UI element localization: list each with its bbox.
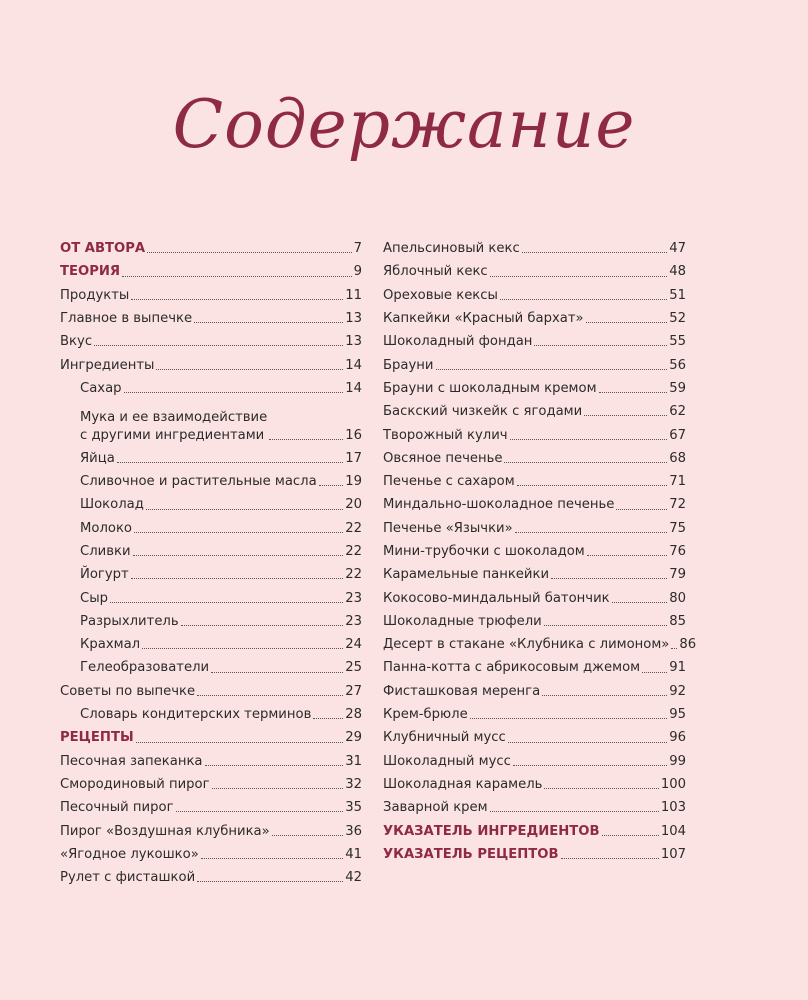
toc-entry-label: Разрыхлитель — [80, 613, 179, 629]
dot-leader — [522, 252, 668, 253]
toc-entry-label: Словарь кондитерских терминов — [80, 707, 312, 723]
toc-entry-page-number: 17 — [345, 450, 362, 466]
toc-entry-page-number: 14 — [345, 357, 362, 373]
toc-entry-page-number: 27 — [345, 683, 362, 699]
toc-entry — [60, 490, 362, 513]
toc-entry — [60, 350, 362, 373]
toc-entry — [383, 653, 686, 676]
toc-entry — [383, 374, 686, 397]
toc-entry — [383, 700, 686, 723]
toc-entry-page-number: 14 — [345, 380, 362, 396]
dot-leader — [181, 625, 344, 626]
toc-entry-page-number: 22 — [345, 544, 362, 559]
dot-leader — [490, 811, 659, 812]
dot-leader — [642, 672, 667, 673]
dot-leader — [122, 276, 352, 277]
dot-leader — [133, 555, 344, 556]
dot-leader — [587, 555, 667, 556]
toc-entry — [383, 257, 686, 280]
toc-section-entry — [383, 816, 686, 839]
dot-leader — [131, 299, 343, 300]
toc-entry-label: Йогурт — [80, 567, 129, 583]
dot-leader — [117, 462, 343, 463]
toc-entry — [383, 397, 686, 420]
toc-entry — [383, 560, 686, 583]
toc-section-entry — [383, 840, 686, 863]
dot-leader — [205, 765, 344, 766]
dot-leader — [156, 369, 343, 370]
page-title: Содержание — [172, 86, 636, 163]
toc-entry-page-number: 11 — [345, 287, 362, 303]
dot-leader — [146, 509, 343, 510]
toc-entry — [383, 677, 686, 700]
toc-entry-label: Шоколадные трюфели — [383, 613, 542, 629]
toc-entry-label: Творожный кулич — [383, 427, 508, 443]
toc-entry — [383, 304, 686, 327]
toc-entry — [383, 281, 686, 304]
toc-entry — [60, 863, 362, 886]
toc-entry-label: Апельсиновый кекс — [383, 241, 520, 257]
toc-entry-label: Карамельные панкейки — [383, 567, 550, 583]
toc-entry-label: Песочная запеканка — [60, 753, 203, 769]
dot-leader — [561, 858, 659, 859]
toc-entry — [383, 583, 686, 606]
toc-entry-label: УКАЗАТЕЛЬ РЕЦЕПТОВ — [383, 846, 559, 862]
toc-entry-page-number: 41 — [345, 846, 362, 862]
toc-entry-label: Крем-брюле — [383, 707, 468, 723]
toc-entry — [383, 467, 686, 490]
toc-entry-page-number: 20 — [345, 497, 362, 513]
dot-leader — [313, 718, 343, 719]
toc-entry — [383, 770, 686, 793]
toc-entry-page-number: 31 — [345, 753, 362, 769]
toc-entry-label: Шоколад — [80, 497, 144, 513]
toc-entry-page-number: 72 — [669, 497, 686, 513]
toc-entry-page-number: 56 — [669, 357, 686, 373]
toc-entry-label: Шоколадный фондан — [383, 334, 533, 350]
toc-entry-label: Заварной крем — [383, 800, 488, 816]
toc-entry-label: Шоколадный мусс — [383, 753, 511, 769]
toc-entry-page-number: 36 — [345, 823, 362, 839]
toc-section-entry — [60, 723, 362, 746]
dot-leader — [197, 881, 343, 882]
toc-entry-page-number: 13 — [345, 311, 362, 327]
toc-entry — [60, 653, 362, 676]
toc-entry-page-number: 86 — [679, 637, 697, 653]
toc-entry-label-line1: Мука и ее взаимодействие — [80, 410, 268, 426]
toc-entry-page-number: 68 — [669, 450, 686, 466]
toc-entry-page-number: 25 — [345, 660, 362, 676]
toc-section-entry — [60, 257, 362, 280]
toc-entry — [383, 514, 686, 537]
toc-entry — [60, 677, 362, 700]
toc-entry — [383, 723, 686, 746]
toc-entry-page-number: 80 — [669, 590, 686, 606]
toc-entry — [60, 583, 362, 606]
toc-entry-label: Брауни — [383, 357, 434, 373]
toc-entry-label: Крахмал — [80, 637, 141, 653]
toc-entry-page-number: 48 — [669, 264, 686, 280]
toc-entry-label: Молоко — [80, 520, 132, 536]
toc-entry-page-number: 47 — [669, 241, 686, 257]
toc-column-left — [60, 234, 362, 886]
toc-entry-label: Десерт в стакане «Клубника с лимоном» — [383, 637, 670, 653]
toc-entry — [60, 607, 362, 630]
toc-entry — [60, 630, 362, 653]
toc-entry-label: Яйца — [80, 450, 115, 466]
toc-entry-label: ТЕОРИЯ — [60, 264, 121, 280]
toc-entry-page-number: 51 — [669, 287, 686, 303]
toc-entry-label: РЕЦЕПТЫ — [60, 730, 134, 746]
dot-leader — [510, 439, 668, 440]
toc-entry — [60, 747, 362, 770]
dot-leader — [124, 392, 344, 393]
dot-leader — [110, 602, 343, 603]
toc-entry-page-number: 75 — [669, 520, 686, 536]
toc-entry-page-number: 42 — [345, 870, 362, 886]
toc-entry-label: Главное в выпечке — [60, 311, 193, 327]
toc-entry-page-number: 22 — [345, 520, 362, 536]
toc-section-entry — [60, 234, 362, 257]
dot-leader — [134, 532, 343, 533]
toc-entry-label: Баскский чизкейк с ягодами — [383, 404, 583, 420]
toc-entry — [60, 467, 362, 490]
toc-column-right — [383, 234, 697, 863]
toc-entry — [60, 397, 362, 444]
toc-entry-page-number: 16 — [345, 427, 362, 443]
dot-leader — [671, 648, 677, 649]
toc-entry — [383, 234, 686, 257]
dot-leader — [616, 509, 667, 510]
toc-entry-page-number: 95 — [669, 707, 686, 723]
toc-entry-page-number: 104 — [660, 823, 686, 839]
toc-entry-label: Панна-котта с абрикосовым джемом — [383, 660, 641, 676]
dot-leader — [602, 835, 659, 836]
toc-entry-label: Ингредиенты — [60, 357, 155, 373]
dot-leader — [490, 276, 668, 277]
dot-leader — [201, 858, 343, 859]
toc-entry — [60, 327, 362, 350]
toc-entry-page-number: 29 — [345, 730, 362, 746]
dot-leader — [508, 742, 667, 743]
toc-entry-page-number: 92 — [669, 683, 686, 699]
dot-leader — [586, 322, 668, 323]
toc-entry-page-number: 59 — [669, 380, 686, 396]
dot-leader — [542, 695, 667, 696]
toc-entry-page-number: 99 — [669, 753, 686, 769]
toc-entry-page-number: 107 — [660, 846, 686, 862]
toc-entry — [60, 514, 362, 537]
toc-entry-page-number: 24 — [345, 637, 362, 653]
dot-leader — [436, 369, 668, 370]
toc-entry-page-number: 96 — [669, 730, 686, 746]
toc-entry-label: Клубничный мусс — [383, 730, 506, 746]
toc-entry-page-number: 35 — [345, 800, 362, 816]
toc-entry-label — [60, 409, 267, 443]
toc-entry-page-number: 23 — [345, 590, 362, 606]
toc-entry — [60, 537, 362, 560]
toc-entry — [60, 770, 362, 793]
dot-leader — [272, 835, 344, 836]
toc-entry-label: Сливочное и растительные масла — [80, 474, 317, 490]
dot-leader — [470, 718, 668, 719]
toc-entry-label: ОТ АВТОРА — [60, 241, 146, 257]
toc-entry-label: Пирог «Воздушная клубника» — [60, 823, 270, 839]
toc-entry — [60, 444, 362, 467]
toc-entry — [383, 747, 686, 770]
toc-entry-page-number: 76 — [669, 544, 686, 559]
toc-entry-page-number: 7 — [353, 241, 362, 257]
toc-entry — [60, 560, 362, 583]
toc-entry-page-number: 23 — [345, 613, 362, 629]
toc-entry-label: Миндально-шоколадное печенье — [383, 497, 615, 513]
toc-entry-label: Смородиновый пирог — [60, 776, 210, 792]
toc-entry-label: Яблочный кекс — [383, 264, 488, 280]
toc-entry-label: Печенье «Язычки» — [383, 520, 513, 536]
toc-entry-page-number: 91 — [669, 660, 686, 676]
toc-entry-page-number: 32 — [345, 776, 362, 792]
toc-entry-label: Гелеобразователи — [80, 660, 210, 676]
toc-entry — [383, 490, 686, 513]
toc-entry — [383, 420, 686, 443]
toc-entry-page-number: 103 — [660, 800, 686, 816]
toc-entry-label: Капкейки «Красный бархат» — [383, 311, 584, 327]
dot-leader — [194, 322, 343, 323]
toc-entry-page-number: 28 — [345, 707, 362, 723]
toc-entry — [60, 700, 362, 723]
toc-entry — [383, 607, 686, 630]
toc-entry-label: Мини-трубочки с шоколадом — [383, 544, 585, 559]
dot-leader — [544, 625, 668, 626]
toc-entry-label: УКАЗАТЕЛЬ ИНГРЕДИЕНТОВ — [383, 823, 600, 839]
toc-entry-page-number: 85 — [669, 613, 686, 629]
toc-entry — [383, 630, 697, 653]
toc-entry — [60, 281, 362, 304]
toc-entry-label: Сахар — [80, 380, 122, 396]
toc-entry-page-number: 22 — [345, 567, 362, 583]
dot-leader — [504, 462, 667, 463]
dot-leader — [513, 765, 667, 766]
toc-entry — [383, 327, 686, 350]
toc-entry — [60, 793, 362, 816]
dot-leader — [176, 811, 344, 812]
toc-entry-label: Кокосово-миндальный батончик — [383, 590, 610, 606]
dot-leader — [500, 299, 667, 300]
dot-leader — [211, 672, 343, 673]
toc-entry-page-number: 71 — [669, 474, 686, 490]
dot-leader — [131, 578, 343, 579]
toc-entry — [60, 816, 362, 839]
dot-leader — [534, 345, 667, 346]
toc-entry — [60, 374, 362, 397]
toc-entry-label: Рулет с фисташкой — [60, 870, 196, 886]
toc-entry-page-number: 100 — [660, 776, 686, 792]
toc-entry-label: Шоколадная карамель — [383, 776, 543, 792]
toc-entry-label: Сливки — [80, 544, 131, 559]
dot-leader — [94, 345, 343, 346]
toc-entry-label: Песочный пирог — [60, 800, 174, 816]
dot-leader — [197, 695, 343, 696]
dot-leader — [319, 485, 344, 486]
toc-entry — [383, 444, 686, 467]
toc-entry — [60, 840, 362, 863]
toc-entry-page-number: 67 — [669, 427, 686, 443]
dot-leader — [584, 415, 667, 416]
toc-entry-label: Сыр — [80, 590, 108, 606]
toc-entry-label: Советы по выпечке — [60, 683, 196, 699]
toc-entry — [383, 537, 686, 560]
toc-entry-page-number: 62 — [669, 404, 686, 420]
toc-entry — [383, 350, 686, 373]
toc-entry-label: Продукты — [60, 287, 130, 303]
toc-entry-page-number: 79 — [669, 567, 686, 583]
toc-entry-page-number: 13 — [345, 334, 362, 350]
toc-entry-label: Вкус — [60, 334, 93, 350]
dot-leader — [147, 252, 351, 253]
toc-entry-label: Овсяное печенье — [383, 450, 503, 466]
dot-leader — [599, 392, 668, 393]
toc-entry-label: Фисташковая меренга — [383, 683, 541, 699]
dot-leader — [612, 602, 668, 603]
toc-entry-label: Брауни с шоколадным кремом — [383, 380, 597, 396]
dot-leader — [269, 439, 343, 440]
toc-entry-label: «Ягодное лукошко» — [60, 846, 199, 862]
dot-leader — [515, 532, 668, 533]
toc-entry-page-number: 52 — [669, 311, 686, 327]
dot-leader — [136, 742, 344, 743]
dot-leader — [551, 578, 667, 579]
toc-entry-label: Ореховые кексы — [383, 287, 498, 303]
toc-entry-label-line2: с другими ингредиентами — [80, 427, 265, 443]
dot-leader — [212, 788, 344, 789]
toc-entry-page-number: 9 — [353, 264, 362, 280]
dot-leader — [517, 485, 668, 486]
dot-leader — [544, 788, 658, 789]
toc-entry-label: Печенье с сахаром — [383, 474, 515, 490]
toc-entry — [383, 793, 686, 816]
toc-entry-page-number: 19 — [345, 474, 362, 490]
toc-entry-page-number: 55 — [669, 334, 686, 350]
dot-leader — [142, 648, 343, 649]
toc-entry — [60, 304, 362, 327]
